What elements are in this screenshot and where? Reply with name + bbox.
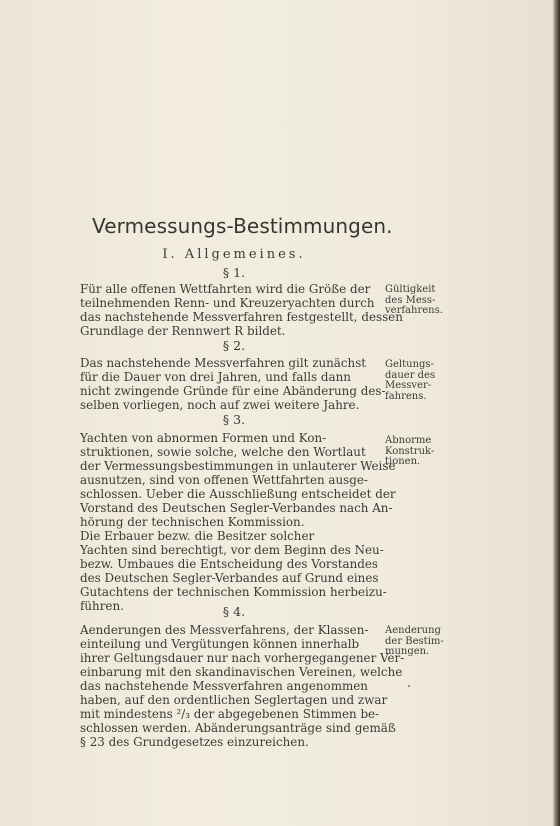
text-line: teilnehmenden Renn- und Kreuzeryachten durch [80,296,375,310]
text-line: Für alle offenen Wettfahrten wird die Größe der [80,282,371,296]
text-line: schlossen. Ueber die Ausschließung entscheidet der [80,487,396,501]
page-heading: Vermessungs-Bestimmungen. [92,214,393,238]
text-line: nicht zwingende Gründe für eine Abänderung des- [80,384,386,398]
text-line: Gutachtens der technischen Kommission herbeizu- [80,585,387,599]
margin-line: Messver- [385,380,432,391]
text-line: des Deutschen Segler-Verbandes auf Grund eines [80,571,379,585]
section-text [80,356,386,412]
text-line: Yachten von abnormen Formen und Kon- [80,431,327,445]
margin-line: des Mess- [385,294,436,306]
text-line: einbarung mit den skandinavischen Vereinen, welche [80,665,403,679]
text-line: das nachstehende Messverfahren festgestellt, dessen [80,310,403,324]
text-line: mit mindestens ²/₃ der abgegebenen Stimmen be- [80,707,380,721]
section-mark: § 4. [222,604,246,619]
text-line: für die Dauer von drei Jahren, und falls dann [80,370,351,384]
chapter-title: I. Allgemeines. [162,247,306,262]
margin-line: Konstruk- [385,445,435,457]
margin-note [385,360,455,402]
text-line: Die Erbauer bezw. die Besitzer solcher [80,529,315,543]
margin-line: fahrens. [385,390,427,402]
section-mark: § 2. [222,338,246,353]
margin-line: mungen. [385,646,430,657]
section-mark: § 1. [222,265,246,280]
section-text [80,623,405,749]
margin-note [385,626,455,658]
text-line: der Vermessungsbestimmungen in unlauterer Weise [80,459,396,473]
margin-line: dauer des [385,369,436,381]
text-line: führen. [80,599,124,613]
ink-speck [408,685,410,687]
margin-line: Aenderung [385,625,441,636]
margin-note [385,285,455,317]
text-line: Vorstand des Deutschen Segler-Verbandes nach An- [80,501,393,515]
section-mark: § 3. [222,412,246,427]
text-line: ausnutzen, sind von offenen Wettfahrten ausge- [80,473,368,487]
text-line: selben vorliegen, noch auf zwei weitere Jahre. [80,398,360,412]
page-edge [553,0,560,826]
text-line: Aenderungen des Messverfahrens, der Klassen- [80,623,369,637]
margin-line: Geltungs- [385,359,434,370]
text-line: schlossen werden. Abänderungsanträge sind gemäß [80,721,396,735]
margin-line: verfahrens. [385,305,443,316]
margin-line: Abnorme [385,435,432,446]
text-line: § 23 des Grundgesetzes einzureichen. [80,735,309,749]
text-line: bezw. Umbaues die Entscheidung des Vorstandes [80,557,378,571]
text-line: ihrer Geltungsdauer nur nach vorhergegangener Ver- [80,651,405,665]
text-line: einteilung und Vergütungen können innerhalb [80,637,360,651]
margin-line: tionen. [385,456,421,467]
text-line: Das nachstehende Messverfahren gilt zunächst [80,356,367,370]
text-line: struktionen, sowie solche, welche den Wortlaut [80,445,366,459]
text-line: haben, auf den ordentlichen Seglertagen und zwar [80,693,388,707]
margin-note [385,436,455,468]
section-text [80,431,396,613]
text-line: Grundlage der Rennwert R bildet. [80,324,286,338]
section-text [80,282,403,338]
text-line: das nachstehende Messverfahren angenommen [80,679,368,693]
text-line: hörung der technischen Kommission. [80,515,305,529]
text-line: Yachten sind berechtigt, vor dem Beginn des Neu- [80,543,384,557]
margin-line: der Bestim- [385,635,444,647]
margin-line: Gültigkeit [385,284,436,295]
